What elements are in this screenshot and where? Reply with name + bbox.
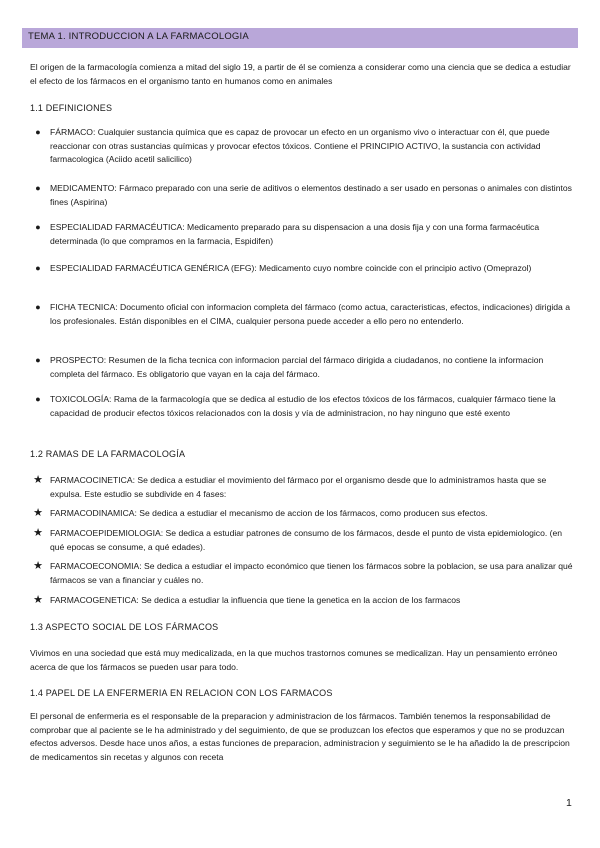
star-icon: ★	[33, 527, 43, 539]
bullet-icon: ●	[35, 183, 41, 193]
bullet-icon: ●	[35, 355, 41, 365]
branch-text: FARMACOGENETICA: Se dedica a estudiar la influencia que tiene la genetica en la accion de los farmacos	[50, 595, 461, 605]
definition-item	[30, 301, 578, 328]
bullet-icon: ●	[35, 263, 41, 273]
aspecto-social-paragraph: Vivimos en una sociedad que está muy medicalizada, en la que muchos trastornos comunes se medicalizan. Hay un pensamiento erróneo acerca de que los fármacos se pueden usar para todo.	[30, 648, 558, 672]
branch-text: FARMACOCINETICA: Se dedica a estudiar el movimiento del fármaco por el organismo desde que lo administramos hasta que se expulsa. Este estudio se subdivide en 4 fases:	[50, 475, 547, 499]
section-heading-aspecto-social: 1.3 ASPECTO SOCIAL DE LOS FÁRMACOS	[30, 622, 219, 632]
branch-item	[30, 527, 578, 554]
bullet-icon: ●	[35, 302, 41, 312]
bullet-icon: ●	[35, 222, 41, 232]
bullet-icon: ●	[35, 394, 41, 404]
star-icon: ★	[33, 560, 43, 572]
bullet-icon: ●	[35, 127, 41, 137]
page-number: 1	[566, 797, 572, 809]
branch-item	[30, 560, 578, 587]
definition-item	[30, 182, 578, 209]
branch-item	[30, 507, 578, 521]
branch-text: FARMACOECONOMIA: Se dedica a estudiar el impacto económico que tienen los fármacos sobre la poblacion, se usa para analizar qué fármacos se van a financiar y cuáles no.	[50, 561, 573, 585]
intro-paragraph: El origen de la farmacología comienza a mitad del siglo 19, a partir de él se comienza a considerar como una ciencia que se dedica a estudiar el efecto de los fármacos en el organismo tanto en humanos como en animales	[30, 62, 571, 86]
star-icon: ★	[33, 474, 43, 486]
chapter-title: TEMA 1. INTRODUCCION A LA FARMACOLOGIA	[22, 28, 578, 48]
branch-item	[30, 594, 578, 608]
section-heading-ramas: 1.2 RAMAS DE LA FARMACOLOGÍA	[30, 449, 186, 459]
section-heading-enfermeria: 1.4 PAPEL DE LA ENFERMERIA EN RELACION CON LOS FARMACOS	[30, 688, 333, 698]
definition-item	[30, 126, 578, 167]
branch-text: FARMACODINAMICA: Se dedica a estudiar el mecanismo de accion de los fármacos, como producen sus efectos.	[50, 508, 488, 518]
definition-text: TOXICOLOGÍA: Rama de la farmacología que se dedica al estudio de los efectos tóxicos de los fármacos, cualquier fármaco tiene la capacidad de producir efectos tóxicos relacionados con la dosis y vía de administracion, no hay ninguno que esté exento	[50, 394, 556, 418]
section-heading-definiciones: 1.1 DEFINICIONES	[30, 103, 113, 113]
definition-text: FÁRMACO: Cualquier sustancia química que es capaz de provocar un efecto en un organismo vivo o interactuar con él, que puede reaccionar con otras sustancias químicas y provocar efectos tóxicos. Contiene el PRINCIPIO ACTIVO, la sustancia con actividad farmacologica (Aciido acetil salicilico)	[50, 127, 550, 165]
definition-text: ESPECIALIDAD FARMACÉUTICA: Medicamento preparado para su dispensacion a una dosis fija y con una forma farmacéutica determinada (lo que compramos en la farmacia, Espidifen)	[50, 222, 540, 246]
definition-item	[30, 221, 578, 248]
branch-text: FARMACOEPIDEMIOLOGIA: Se dedica a estudiar patrones de consumo de los fármacos, desde el punto de vista epidemiologico. (en qué epocas se consume, a qué edades).	[50, 528, 563, 552]
branch-item	[30, 474, 578, 501]
definition-text: MEDICAMENTO: Fármaco preparado con una serie de aditivos o elementos destinado a ser usado en personas o animales con distintos fines (Aspirina)	[50, 183, 572, 207]
enfermeria-paragraph: El personal de enfermeria es el responsable de la preparacion y administracion de los fármacos. También tenemos la responsabilidad de comprobar que al paciente se le ha administrado y del seguimiento, de que se produzcan los efectos que esperamos y que no se produzcan efectos adversos. Desde hace unos años, a estas funciones de preparacion, administracion y seguimiento se le ha añadido la de prescripcion de medicamentos sin recetas y algunos con receta	[30, 711, 570, 762]
definition-text: FICHA TECNICA: Documento oficial con informacion completa del fármaco (como actua, caracteristicas, efectos, indicaciones) dirigida a los profesionales. Están disponibles en el CIMA, cualquier persona puede acceder a ello pero no entenderlo.	[50, 302, 570, 326]
definition-item	[30, 354, 578, 381]
definition-text: ESPECIALIDAD FARMACÉUTICA GENÉRICA (EFG): Medicamento cuyo nombre coincide con el principio activo (Omeprazol)	[50, 263, 532, 273]
definition-text: PROSPECTO: Resumen de la ficha tecnica con informacion parcial del fármaco dirigida a ciudadanos, no contiene la informacion completa del fármaco. Es obligatorio que vayan en la caja del fármaco.	[50, 355, 544, 379]
star-icon: ★	[33, 594, 43, 606]
definition-item	[30, 262, 578, 276]
definition-item	[30, 393, 578, 420]
star-icon: ★	[33, 507, 43, 519]
